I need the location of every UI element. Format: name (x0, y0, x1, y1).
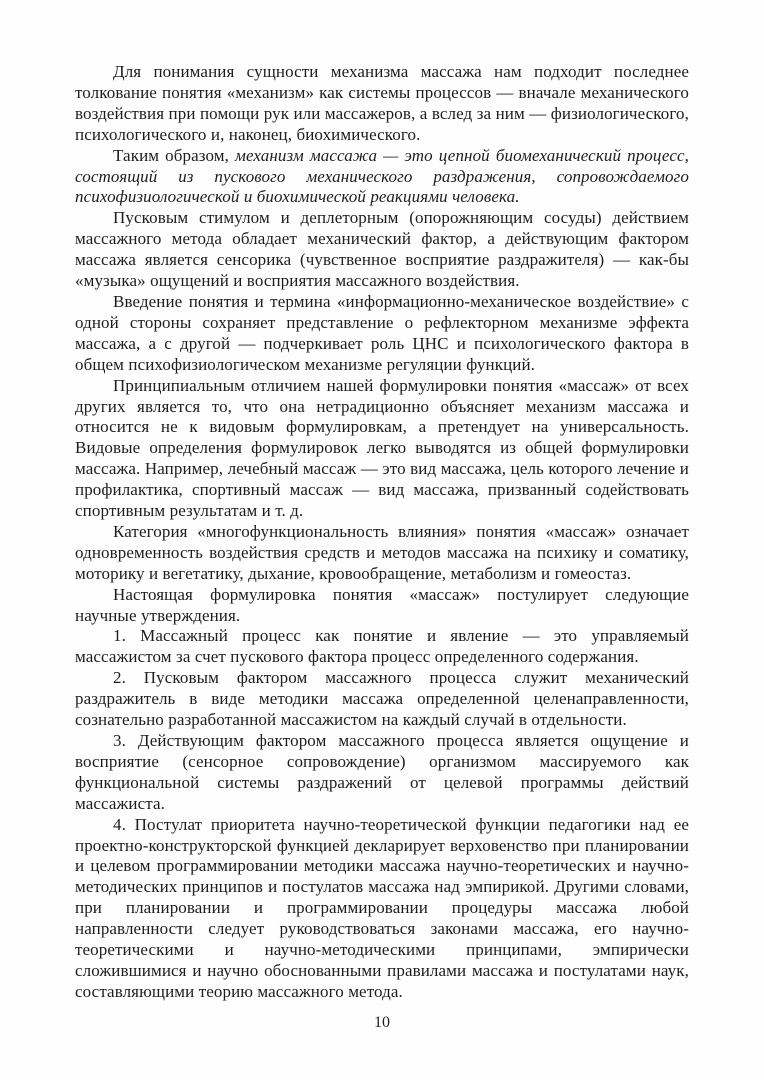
paragraph-text: Пусковым стимулом и деплеторным (опорожняющим сосуды) действием массажного метода обладает механический фактор, а действующим фактором массажа является сенсорика (чувственное восприятие раздражителя) — как-бы «музыка» ощущений и восприятия массажного воздействия. (75, 208, 689, 291)
paragraph-text: 3. Действующим фактором массажного процесса является ощущение и восприятие (сенсорное сопровождение) организмом массируемого как функциональной системы раздражений от целевой программы действий массажиста. (75, 731, 689, 813)
paragraph (75, 731, 689, 815)
paragraph-text-italic: механизм массажа — это цепной биомеханический процесс, состоящий из пускового механического раздражения, сопровождаемого психофизиологической и биохимической реакциями человека. (75, 145, 689, 207)
paragraph-text: Таким образом, (113, 145, 235, 165)
paragraph (75, 815, 689, 1003)
paragraph (75, 522, 689, 585)
paragraph-text: 4. Постулат приоритета научно-теоретической функции педагогики над ее проектно-конструкторской функцией декларирует верховенство при планировании и целевом программировании методики массажа научно-теоретических и научно-методических принципов и постулатов массажа над эмпирикой. Другими словами, при планировании и программировании процедуры массажа любой направленности следует руководствоваться законами массажа, его научно-теоретическими и научно-методическими принципами, эмпирически сложившимися и научно обоснованными правилами массажа и постулатами наук, составляющими теорию массажного метода. (75, 814, 689, 1001)
paragraph (75, 668, 689, 731)
paragraph (75, 585, 689, 627)
text-block (75, 62, 689, 1003)
paragraph (75, 626, 689, 668)
paragraph-text: Для понимания сущности механизма массажа нам подходит последнее толкование понятия «механизм» как системы процессов — вначале механического воздействия при помощи рук или массажеров, а вслед за ним — физиологического, психологического и, наконец, биохимического. (75, 62, 689, 144)
paragraph-text: 2. Пусковым фактором массажного процесса служит механический раздражитель в виде методики массажа определенной целенаправленности, сознательно разработанной массажистом на каждый случай в отдельности. (75, 668, 689, 730)
paragraph (75, 146, 689, 209)
paragraph-text: Категория «многофункциональность влияния» понятия «массаж» означает одновременность воздействия средств и методов массажа на психику и соматику, моторику и вегетатику, дыхание, кровообращение, метаболизм и гомеостаз. (75, 521, 689, 583)
paragraph-text: Введение понятия и термина «информационно-механическое воздействие» с одной стороны сохраняет представление о рефлекторном механизме эффекта массажа, а с другой — подчеркивает роль ЦНС и психологического фактора в общем психофизиологическом механизме регуляции функций. (75, 291, 689, 374)
paragraph (75, 376, 689, 522)
page-number: 10 (374, 1014, 390, 1031)
paragraph (75, 292, 689, 376)
paragraph-text: Принципиальным отличием нашей формулировки понятия «массаж» от всех других является то, что она нетрадиционно объясняет механизм массажа и относится не к видовым формулировкам, а претендует на универсальность. Видовые определения формулировок легко выводятся из общей формулировки массажа. Например, лечебный массаж — это вид массажа, цель которого лечение и профилактика, спортивный массаж — вид массажа, призванный содействовать спортивным результатам и т. д. (75, 375, 689, 521)
paragraph-text: 1. Массажный процесс как понятие и явление — это управляемый массажистом за счет пускового фактора процесс определенного содержания. (75, 626, 689, 667)
paragraph (75, 208, 689, 292)
paragraph (75, 62, 689, 146)
paragraph-text: Настоящая формулировка понятия «массаж» постулирует следующие научные утверждения. (75, 584, 689, 625)
